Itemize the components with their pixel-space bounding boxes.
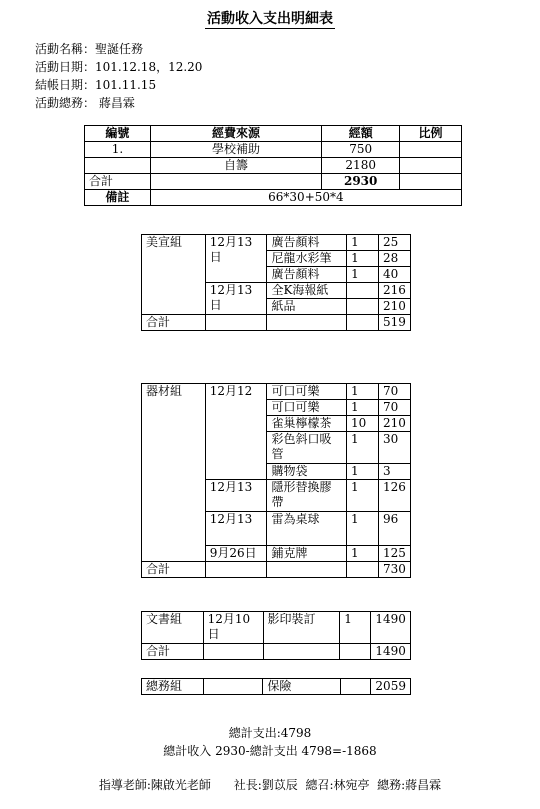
row-number: 1. bbox=[85, 142, 151, 158]
group-name: 美宣組 bbox=[142, 235, 206, 315]
row-date: 12月12 bbox=[205, 384, 267, 480]
row-amount: 96 bbox=[378, 512, 410, 546]
docs-expense-table bbox=[141, 611, 411, 660]
row-qty: 1 bbox=[347, 480, 379, 512]
table-row bbox=[142, 384, 411, 400]
row-qty: 1 bbox=[347, 464, 379, 480]
header-amount: 經額 bbox=[322, 126, 400, 142]
row-item: 可口可樂 bbox=[267, 400, 347, 416]
convener: 總召:林宛亭 bbox=[305, 778, 370, 792]
row-qty: 1 bbox=[347, 235, 379, 251]
income-header-row bbox=[85, 126, 462, 142]
treasurer-sign: 總務:蔣昌霖 bbox=[377, 778, 442, 792]
note-label: 備註 bbox=[85, 190, 151, 206]
art-total: 519 bbox=[378, 315, 410, 331]
row-amount: 2059 bbox=[371, 679, 411, 695]
row-amount: 210 bbox=[378, 299, 410, 315]
row-date: 9月26日 bbox=[205, 546, 267, 562]
general-expense-table bbox=[141, 678, 411, 695]
equipment-expense-table bbox=[141, 383, 411, 578]
income-total-row bbox=[85, 174, 462, 190]
row-amount: 126 bbox=[378, 480, 410, 512]
row-item: 全K海報紙 bbox=[267, 283, 347, 299]
row-item: 隱形替換膠帶 bbox=[267, 480, 347, 512]
income-note-row bbox=[85, 190, 462, 206]
total-label: 合計 bbox=[142, 315, 206, 331]
row-qty: 1 bbox=[340, 612, 371, 644]
summary bbox=[0, 724, 540, 760]
group-name: 器材組 bbox=[142, 384, 206, 562]
row-qty bbox=[347, 299, 379, 315]
row-item: 保險 bbox=[263, 679, 340, 695]
row-item: 影印裝訂 bbox=[263, 612, 340, 644]
art-expense-table bbox=[141, 234, 411, 331]
row-date: 12月13 bbox=[205, 512, 267, 546]
table-row bbox=[142, 679, 411, 695]
row-qty: 1 bbox=[347, 546, 379, 562]
activity-date: 活動日期：101.12.18，12.20 bbox=[35, 60, 203, 74]
row-amount: 28 bbox=[378, 251, 410, 267]
row-qty: 10 bbox=[347, 416, 379, 432]
row-qty bbox=[347, 283, 379, 299]
row-amount: 30 bbox=[378, 432, 410, 464]
table-row bbox=[85, 158, 462, 174]
advisor: 指導老師:陳啟光老師 bbox=[98, 778, 211, 792]
row-source: 學校補助 bbox=[150, 142, 321, 158]
row-item: 鋪克牌 bbox=[267, 546, 347, 562]
row-date: 12月13日 bbox=[205, 235, 267, 283]
row-date: 12月13日 bbox=[205, 283, 267, 315]
group-name: 文書組 bbox=[142, 612, 204, 644]
row-amount: 25 bbox=[378, 235, 410, 251]
row-qty: 1 bbox=[347, 400, 379, 416]
activity-name: 活動名稱：聖誕任務 bbox=[35, 42, 144, 56]
header-ratio: 比例 bbox=[400, 126, 462, 142]
page-title: 活動收入支出明細表 bbox=[207, 11, 333, 27]
row-qty: 1 bbox=[347, 512, 379, 546]
equip-total: 730 bbox=[378, 562, 410, 578]
row-qty: 1 bbox=[347, 432, 379, 464]
row-amount: 70 bbox=[378, 400, 410, 416]
group-name: 總務組 bbox=[142, 679, 204, 695]
row-number bbox=[85, 158, 151, 174]
row-qty: 1 bbox=[347, 251, 379, 267]
row-amount: 3 bbox=[378, 464, 410, 480]
closing-date: 結帳日期：101.11.15 bbox=[35, 78, 157, 92]
balance: 總計收入 2930-總計支出 4798=-1868 bbox=[163, 744, 377, 758]
row-item: 彩色斜口吸管 bbox=[267, 432, 347, 464]
row-amount: 40 bbox=[378, 267, 410, 283]
income-table bbox=[84, 125, 462, 206]
row-qty: 1 bbox=[347, 267, 379, 283]
row-amount: 2180 bbox=[322, 158, 400, 174]
total-label: 合計 bbox=[142, 562, 206, 578]
row-amount: 1490 bbox=[371, 612, 411, 644]
docs-total: 1490 bbox=[371, 644, 411, 660]
row-item: 雀巢檸檬茶 bbox=[267, 416, 347, 432]
row-source: 自籌 bbox=[150, 158, 321, 174]
note-value: 66*30+50*4 bbox=[150, 190, 461, 206]
row-date: 12月10日 bbox=[203, 612, 263, 644]
row-item: 購物袋 bbox=[267, 464, 347, 480]
activity-treasurer: 活動總務： 蔣昌霖 bbox=[35, 96, 135, 110]
row-amount: 210 bbox=[378, 416, 410, 432]
row-qty: 1 bbox=[347, 384, 379, 400]
total-expense: 總計支出:4798 bbox=[228, 726, 312, 740]
docs-total-row bbox=[142, 644, 411, 660]
total-label: 合計 bbox=[85, 174, 151, 190]
row-ratio bbox=[400, 142, 462, 158]
activity-info bbox=[35, 40, 202, 112]
row-amount: 70 bbox=[378, 384, 410, 400]
row-ratio bbox=[400, 158, 462, 174]
row-date: 12月13 bbox=[205, 480, 267, 512]
total-label: 合計 bbox=[142, 644, 204, 660]
president: 社長:劉苡辰 bbox=[233, 778, 298, 792]
income-total: 2930 bbox=[322, 174, 400, 190]
row-item: 廣告顏料 bbox=[267, 235, 347, 251]
row-item: 廣告顏料 bbox=[267, 267, 347, 283]
table-row bbox=[85, 142, 462, 158]
header-number: 編號 bbox=[85, 126, 151, 142]
row-amount: 750 bbox=[322, 142, 400, 158]
equip-total-row bbox=[142, 562, 411, 578]
row-item: 可口可樂 bbox=[267, 384, 347, 400]
signature-footer bbox=[0, 776, 540, 793]
row-item: 尼龍水彩筆 bbox=[267, 251, 347, 267]
row-item: 雷為桌球 bbox=[267, 512, 347, 546]
table-row bbox=[142, 235, 411, 251]
table-row bbox=[142, 612, 411, 644]
row-item: 紙品 bbox=[267, 299, 347, 315]
row-amount: 216 bbox=[378, 283, 410, 299]
art-total-row bbox=[142, 315, 411, 331]
row-amount: 125 bbox=[378, 546, 410, 562]
header-source: 經費來源 bbox=[150, 126, 321, 142]
